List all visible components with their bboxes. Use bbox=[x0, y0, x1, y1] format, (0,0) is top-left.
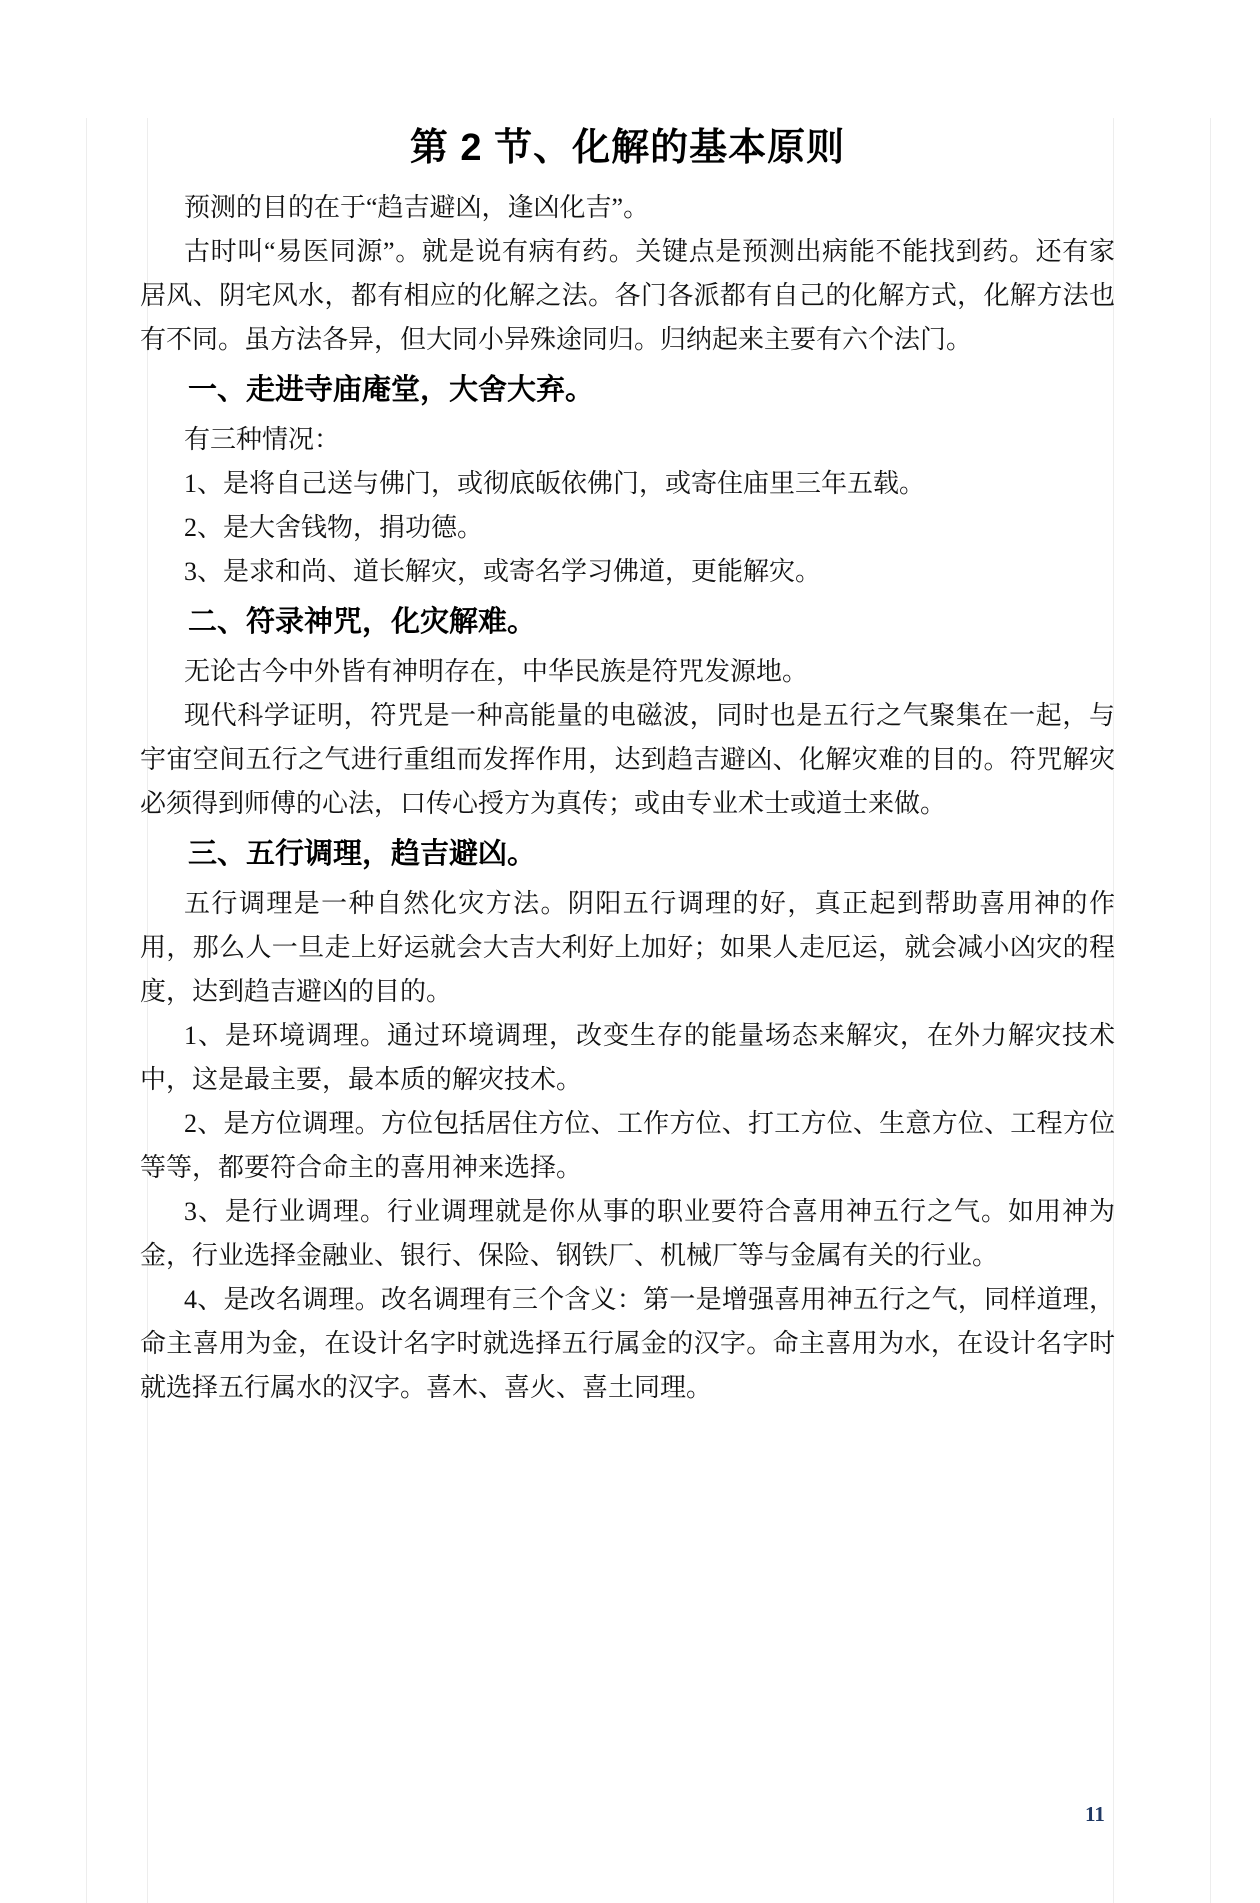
paragraph: 无论古今中外皆有神明存在，中华民族是符咒发源地。 bbox=[184, 657, 809, 686]
paragraph: 预测的目的在于“趋吉避凶，逢凶化吉”。 bbox=[184, 193, 650, 222]
paragraph: 4、是改名调理。改名调理有三个含义：第一是增强喜用神五行之气，同样道理，命主喜用为金，在设计名字时就选择五行属金的汉字。命主喜用为水，在设计名字时就选择五行属水的汉字。喜木、喜火、喜土同理。 bbox=[140, 1285, 1115, 1402]
paragraph: 2、是方位调理。方位包括居住方位、工作方位、打工方位、生意方位、工程方位等等，都要符合命主的喜用神来选择。 bbox=[140, 1109, 1115, 1182]
paragraph: 3、是求和尚、道长解灾，或寄名学习佛道，更能解灾。 bbox=[184, 557, 822, 586]
scan-band-line bbox=[86, 118, 87, 1903]
paragraph: 有三种情况： bbox=[184, 425, 341, 454]
paragraph: 五行调理是一种自然化灾方法。阴阳五行调理的好，真正起到帮助喜用神的作用，那么人一旦走上好运就会大吉大利好上加好；如果人走厄运，就会减小凶灾的程度，达到趋吉避凶的目的。 bbox=[140, 889, 1115, 1006]
paragraph: 1、是环境调理。通过环境调理，改变生存的能量场态来解灾，在外力解灾技术中，这是最主要，最本质的解灾技术。 bbox=[140, 1021, 1115, 1094]
section-heading: 一、走进寺庙庵堂，大舍大弃。 bbox=[188, 374, 595, 406]
page-number: 11 bbox=[1085, 1802, 1105, 1826]
paragraph: 2、是大舍钱物，捐功德。 bbox=[184, 513, 484, 542]
scan-band-line bbox=[1210, 118, 1211, 1903]
paragraph: 1、是将自己送与佛门，或彻底皈依佛门，或寄住庙里三年五载。 bbox=[184, 469, 926, 498]
document-body bbox=[140, 186, 1115, 1410]
document-page bbox=[140, 118, 1115, 1410]
paragraph: 3、是行业调理。行业调理就是你从事的职业要符合喜用神五行之气。如用神为金，行业选择金融业、银行、保险、钢铁厂、机械厂等与金属有关的行业。 bbox=[140, 1197, 1115, 1270]
section-heading: 二、符录神咒，化灾解难。 bbox=[188, 606, 537, 638]
page-title: 第 2 节、化解的基本原则 bbox=[409, 127, 846, 169]
paragraph: 古时叫“易医同源”。就是说有病有药。关键点是预测出病能不能找到药。还有家居风、阴宅风水，都有相应的化解之法。各门各派都有自己的化解方式，化解方法也有不同。虽方法各异，但大同小异殊途同归。归纳起来主要有六个法门。 bbox=[140, 237, 1115, 354]
section-heading: 三、五行调理，趋吉避凶。 bbox=[188, 838, 537, 870]
paragraph: 现代科学证明，符咒是一种高能量的电磁波，同时也是五行之气聚集在一起，与宇宙空间五行之气进行重组而发挥作用，达到趋吉避凶、化解灾难的目的。符咒解灾必须得到师傅的心法，口传心授方为真传；或由专业术士或道士来做。 bbox=[140, 701, 1115, 818]
